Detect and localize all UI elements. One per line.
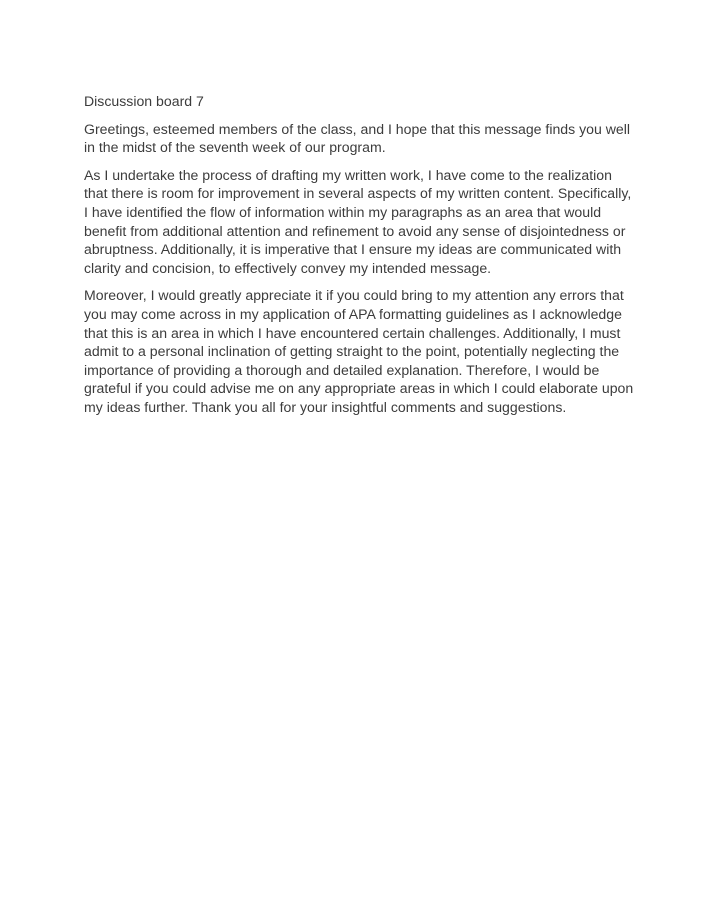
document-title: Discussion board 7 [84,93,204,109]
document-page [84,92,636,426]
paragraph-drafting: As I undertake the process of drafting my written work, I have come to the realization that there is room for improvement in several aspects of my written content. Specifically, I have identified the flow of information within my paragraphs as an area that would benefit from additional attention and refinement to avoid any sense of disjointedness or abruptness. Additionally, it is imperative that I ensure my ideas are communicated with clarity and concision, to effectively convey my intended message. [84,166,632,276]
paragraph-greeting: Greetings, esteemed members of the class, and I hope that this message finds you well in the midst of the seventh week of our program. [84,120,631,156]
paragraph-feedback-request: Moreover, I would greatly appreciate it if you could bring to my attention any errors that you may come across in my application of APA formatting guidelines as I acknowledge that this is an area in which I have encountered certain challenges. Additionally, I must admit to a personal inclination of getting straight to the point, potentially neglecting the importance of providing a thorough and detailed explanation. Therefore, I would be grateful if you could advise me on any appropriate areas in which I could elaborate upon my ideas further. Thank you all for your insightful comments and suggestions. [84,287,634,415]
